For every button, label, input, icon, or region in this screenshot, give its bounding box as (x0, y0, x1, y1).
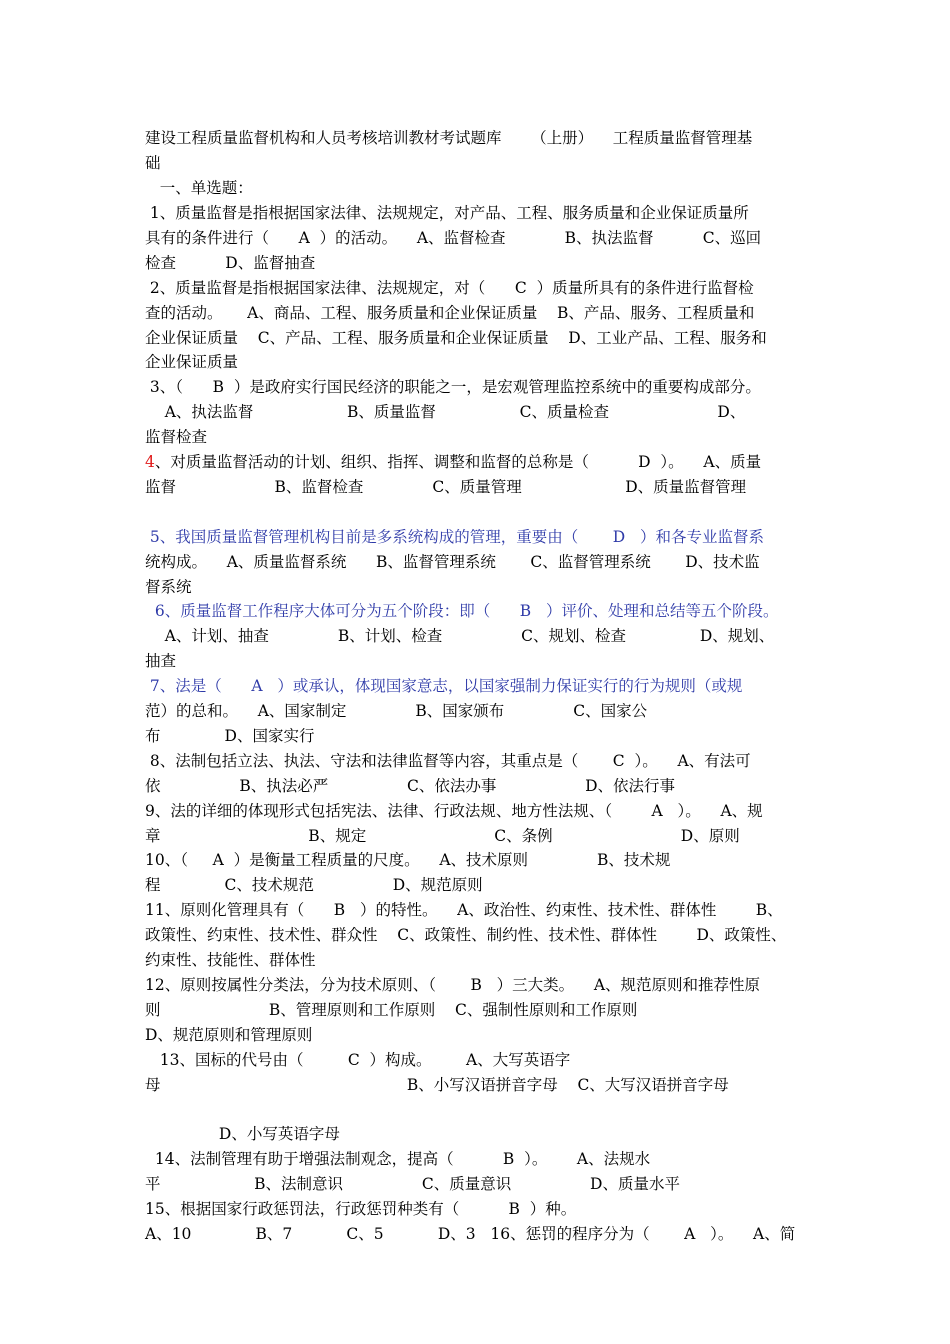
question-line: 则 B、管理原则和工作原则 C、强制性原则和工作原则 (145, 1000, 638, 1019)
question-line (145, 1097, 810, 1121)
question-line: A、计划、抽查 B、计划、检查 C、规划、检查 D、规划、 (145, 627, 775, 646)
question-line: 依 B、执法必严 C、依法办事 D、依法行事 (145, 776, 676, 795)
question-line: 范）的总和。 A、国家制定 B、国家颁布 C、国家公 (145, 702, 648, 720)
question-line: 企业保证质量 C、产品、工程、服务质量和企业保证质量 D、工业产品、工程、服务和 (145, 328, 767, 347)
question-line: 具有的条件进行（ A ）的活动。 A、监督检查 B、执法监督 C、巡回 (145, 228, 762, 247)
question-line (145, 500, 810, 524)
doc-title-line-1: 建设工程质量监督机构和人员考核培训教材考试题库 （上册） 工程质量监督管理基 (145, 129, 753, 147)
question-line: 11、原则化管理具有（ B ）的特性。 A、政治性、约束性、技术性、群体性 B、 (145, 901, 783, 920)
question-line: 1、质量监督是指根据国家法律、法规规定，对产品、工程、服务质量和企业保证质量所 (145, 204, 749, 222)
question-line: 9、法的详细的体现形式包括宪法、法律、行政法规、地方性法规、（ A ）。 A、规 (145, 801, 763, 820)
question-line: 2、质量监督是指根据国家法律、法规规定，对（ C ）质量所具有的条件进行监督检 (145, 278, 754, 297)
question-line: 统构成。 A、质量监督系统 B、监督管理系统 C、监督管理系统 D、技术监 (145, 552, 760, 571)
question-line: 章 B、规定 C、条例 D、原则 (145, 826, 740, 845)
question-line: 约束性、技能性、群体性 (145, 951, 316, 969)
doc-title-line-2: 础 (145, 154, 161, 172)
question-line: 程 C、技术规范 D、规范原则 (145, 876, 483, 895)
question-line: 15、根据国家行政惩罚法，行政惩罚种类有（ B ）种。 (145, 1200, 577, 1218)
question-line: 检查 D、监督抽查 (145, 253, 316, 272)
question-line: 8、法制包括立法、执法、守法和法律监督等内容，其重点是（ C ）。 A、有法可 (145, 751, 751, 770)
question-line: 14、法制管理有助于增强法制观念，提高（ B ）。 A、法规水 (145, 1150, 651, 1169)
question-line: D、规范原则和管理原则 (145, 1025, 313, 1044)
question-line: 抽查 (145, 652, 177, 671)
question-line: 布 D、国家实行 (145, 726, 315, 745)
question-line: 平 B、法制意识 C、质量意识 D、质量水平 (145, 1175, 680, 1194)
question-line: 监督 B、监督检查 C、质量管理 D、质量监督管理 (145, 477, 747, 496)
question-line: A、执法监督 B、质量监督 C、质量检查 D、 (145, 403, 746, 422)
question-line: A、10 B、7 C、5 D、3 16、惩罚的程序分为（ A ）。 A、简 (145, 1224, 796, 1243)
question-line: 企业保证质量 (145, 353, 239, 372)
question-line: 3、（ B ）是政府实行国民经济的职能之一，是宏观管理监控系统中的重要构成部分。 (145, 378, 761, 397)
question-line: 12、原则按属性分类法，分为技术原则、（ B ）三大类。 A、规范原则和推荐性原 (145, 975, 761, 994)
section-heading: 一、单选题： (145, 179, 253, 197)
question-line: 监督检查 (145, 428, 208, 447)
question-line: 7、法是（ A ）或承认，体现国家意志，以国家强制力保证实行的行为规则（或规 (145, 677, 743, 696)
question-line: D、小写英语字母 (145, 1125, 340, 1144)
question-line: 10、（ A ）是衡量工程质量的尺度。 A、技术原则 B、技术规 (145, 851, 671, 870)
question-line: 政策性、约束性、技术性、群众性 C、政策性、制约性、技术性、群体性 D、政策性、 (145, 926, 787, 945)
question-line: 6、质量监督工作程序大体可分为五个阶段：即（ B ）评价、处理和总结等五个阶段。 (145, 602, 779, 621)
question-line: 13、国标的代号由（ C ）构成。 A、大写英语字 (145, 1050, 571, 1069)
question-line: 督系统 (145, 577, 192, 596)
question-number: 4 (145, 453, 155, 471)
question-line: 4、对质量监督活动的计划、组织、指挥、调整和监督的总称是（ D ）。 A、质量 (145, 453, 762, 471)
question-line: 母 B、小写汉语拼音字母 C、大写汉语拼音字母 (145, 1075, 729, 1094)
question-line: 5、我国质量监督管理机构目前是多系统构成的管理，重要由（ D ）和各专业监督系 (145, 527, 764, 546)
question-line: 查的活动。 A、商品、工程、服务质量和企业保证质量 B、产品、服务、工程质量和 (145, 303, 755, 322)
